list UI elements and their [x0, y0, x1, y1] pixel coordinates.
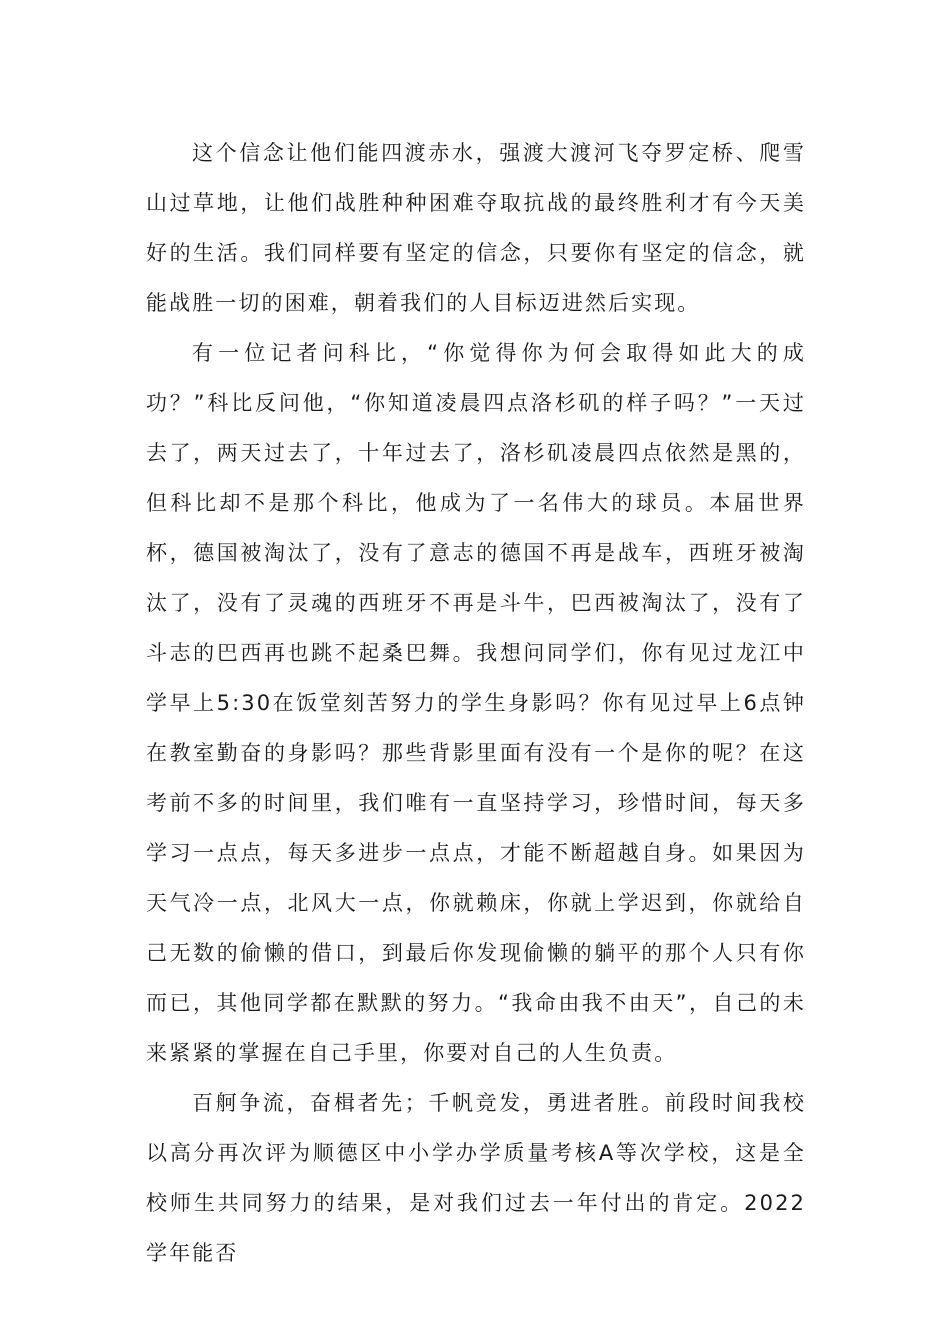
paragraph: 这个信念让他们能四渡赤水，强渡大渡河飞夺罗定桥、爬雪山过草地，让他们战胜种种困难夺取抗战的最终胜利才有今天美好的生活。我们同样要有坚定的信念，只要你有坚定的信念，就能战胜一切的困难，朝着我们的人目标迈进然后实现。 — [146, 141, 806, 315]
paragraph: 有一位记者问科比，“你觉得你为何会取得如此大的成功？”科比反问他，“你知道凌晨四点洛杉矶的样子吗？”一天过去了，两天过去了，十年过去了，洛杉矶凌晨四点依然是黑的，但科比却不是那个科比，他成为了一名伟大的球员。本届世界杯，德国被淘汰了，没有了意志的德国不再是战车，西班牙被淘汰了，没有了灵魂的西班牙不再是斗牛，巴西被淘汰了，没有了斗志的巴西再也跳不起桑巴舞。我想问同学们，你有见过龙江中学早上5:30在饭堂刻苦努力的学生身影吗？你有见过早上6点钟在教室勤奋的身影吗？那些背影里面有没有一个是你的呢？在这考前不多的时间里，我们唯有一直坚持学习，珍惜时间，每天多学习一点点，每天多进步一点点，才能不断超越自身。如果因为天气冷一点，北风大一点，你就赖床，你就上学迟到，你就给自己无数的偷懒的借口，到最后你发现偷懒的躺平的那个人只有你而已，其他同学都在默默的努力。“我命由我不由天”，自己的未来紧紧的掌握在自己手里，你要对自己的人生负责。 — [146, 341, 806, 1065]
document-body — [146, 128, 806, 1278]
paragraph: 百舸争流，奋楫者先；千帆竞发，勇进者胜。前段时间我校以高分再次评为顺德区中小学办学质量考核A等次学校，这是全校师生共同努力的结果，是对我们过去一年付出的肯定。2022学年能否 — [146, 1091, 806, 1265]
